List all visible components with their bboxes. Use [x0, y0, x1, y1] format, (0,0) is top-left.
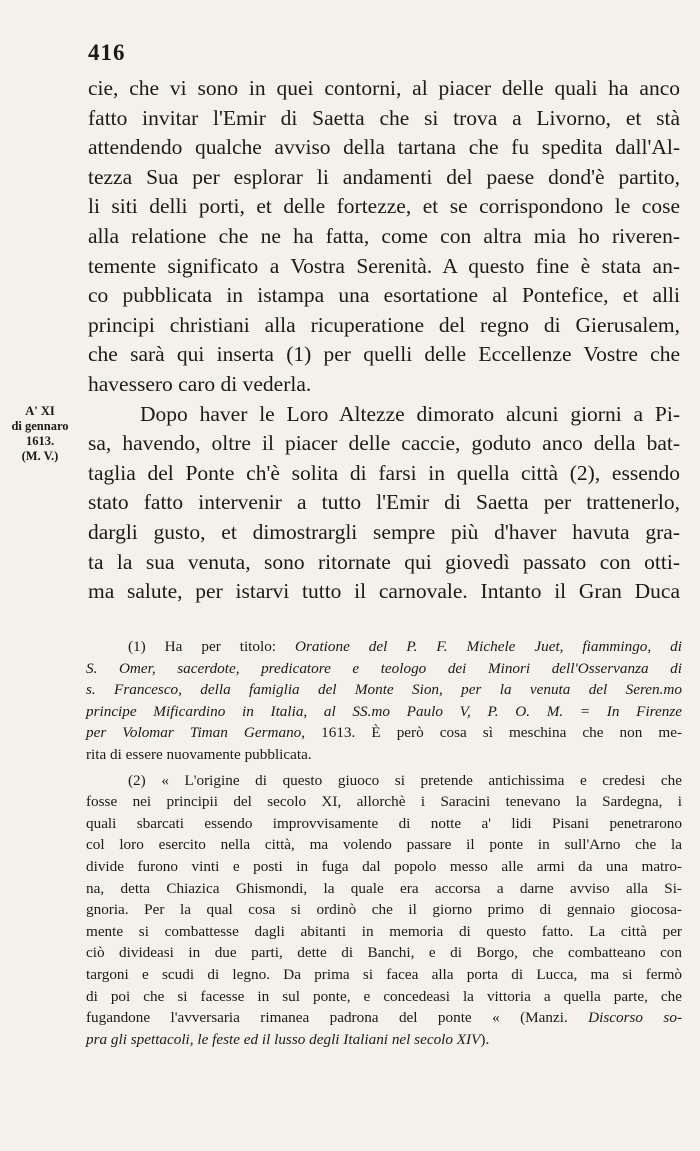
body-line: tezza Sua per esplorar li andamenti del paese dond'è partito, [88, 164, 680, 189]
footnote-2-citation: Discorso so- [588, 1009, 682, 1027]
footnote-1-title: Oratione del P. F. Michele Juet, fiammingo, di [294, 638, 682, 655]
margin-note-line: 1613. [25, 434, 55, 448]
footnote-2-line: quali sbarcati essendo improvvisamente di notte a' lidi Pisani penetrarono [86, 814, 682, 832]
footnote-1-line: s. Francesco, della famiglia del Monte Sion, per la venuta del Seren.mo [86, 681, 682, 699]
footnote-1-lead: (1) Ha per titolo: [128, 638, 295, 655]
body-line: havessero caro di vederla. [88, 371, 312, 396]
body-line: dargli gusto, et dimostrargli sempre più d'haver havuta gra- [88, 519, 680, 544]
body-line: alla relatione che ne ha fatta, come con altra mia ho riveren- [88, 223, 680, 248]
body-line: ma salute, per istarvi tutto il carnovale. Intanto il Gran Duca [88, 579, 680, 604]
footnote-2-line: divide furono vinti e posti in fuga dal popolo messo alle armi da una matro- [86, 857, 682, 875]
margin-note-line: A' XI [25, 404, 55, 418]
footnote-2-line: gnoria. Per la qual cosa si ordinò che il giorno primo di gennaio giocosa- [86, 901, 682, 919]
footnote-2-citation: pra gli spettacoli, le feste ed il lusso degli Italiani nel secolo XIV [86, 1030, 481, 1048]
body-line: cie, che vi sono in quei contorni, al piacer delle quali ha anco [88, 76, 680, 100]
body-line: che sarà qui inserta (1) per quelli delle Eccellenze Vostre che [88, 342, 680, 367]
footnote-2-line: (2) « L'origine di questo giuoco si pretende antichissima e credesi che [128, 771, 682, 789]
footnote-1-line: principe Mificardino in Italia, al SS.mo Paulo V, P. O. M. = In Firenze [86, 702, 682, 720]
body-line: co pubblicata in istampa una esortatione al Pontefice, et alli [88, 283, 680, 308]
page-number: 416 [88, 40, 126, 65]
footnote-2-line: ciò divideasi in due parti, dette di Banchi, e di Borgo, che combatteano con [86, 944, 682, 962]
footnote-1-line: rita di essere nuovamente pubblicata. [86, 745, 312, 763]
footnote-2-line: col loro esercito nella città, ma volendo passare il ponte in sull'Arno che la [86, 836, 682, 854]
margin-note-line: di gennaro [11, 419, 69, 433]
body-line: sa, havendo, oltre il piacer delle caccie, goduto anco della bat- [88, 431, 680, 456]
body-line: fatto invitar l'Emir di Saetta che si trova a Livorno, et stà [88, 105, 680, 130]
body-line: li siti delli porti, et delle fortezze, et se corrispondono le cose [88, 194, 680, 219]
footnote-2-line: na, detta Chiazica Ghismondi, la quale era accorsa a darne avviso alla Si- [86, 879, 682, 897]
main-text [88, 74, 680, 607]
footnote-2-text: fugandone l'avversaria rimanea padrona del ponte « (Manzi. [86, 1009, 568, 1027]
body-line: Dopo haver le Loro Altezze dimorato alcuni giorni a Pi- [140, 401, 680, 426]
body-line: stato fatto intervenir a tutto l'Emir di Saetta per trattenerlo, [88, 490, 680, 515]
body-line: taglia del Ponte ch'è solita di farsi in quella città (2), essendo [88, 460, 680, 485]
footnote-1-line: S. Omer, sacerdote, predicatore e teologo dei Minori dell'Osservanza di [86, 659, 682, 677]
margin-note-line: (M. V.) [21, 449, 59, 463]
body-line: temente significato a Vostra Serenità. A questo fine è stata an- [88, 253, 680, 278]
footnote-2-line: mente si combattesse dagli abitanti in memoria di questo fatto. La città per [86, 922, 682, 940]
body-line: principi christiani alla ricuperatione del regno di Gierusalem, [88, 312, 680, 337]
footnote-1-line [86, 722, 682, 744]
footnote-2-line: targoni e scudi di legno. Da prima si facea alla porta di Lucca, ma si fermò [86, 965, 682, 983]
margin-note-date [2, 404, 78, 464]
footnotes [86, 636, 682, 1050]
body-line: attendendo qualche avviso della tartana che fu spedita dall'Al- [88, 135, 680, 160]
footnote-2-line [86, 1029, 682, 1051]
footnote-1-publisher: per Volomar Timan Germano, [86, 724, 306, 742]
body-line: ta la sua venuta, sono ritornate qui giovedì passato con otti- [88, 549, 680, 574]
footnote-2-close: ). [480, 1030, 490, 1048]
footnote-1-line [86, 636, 682, 658]
footnote-2-line: di poi che si facesse in sul ponte, e concedeasi la vittoria a quella parte, che [86, 987, 682, 1005]
footnote-1-comment: 1613. È però cosa sì meschina che non me- [305, 724, 682, 742]
footnote-2-line [86, 1007, 682, 1029]
footnote-2-line: fosse nei principii del secolo XI, allorchè i Saracini tenevano la Sardegna, i [86, 793, 682, 811]
